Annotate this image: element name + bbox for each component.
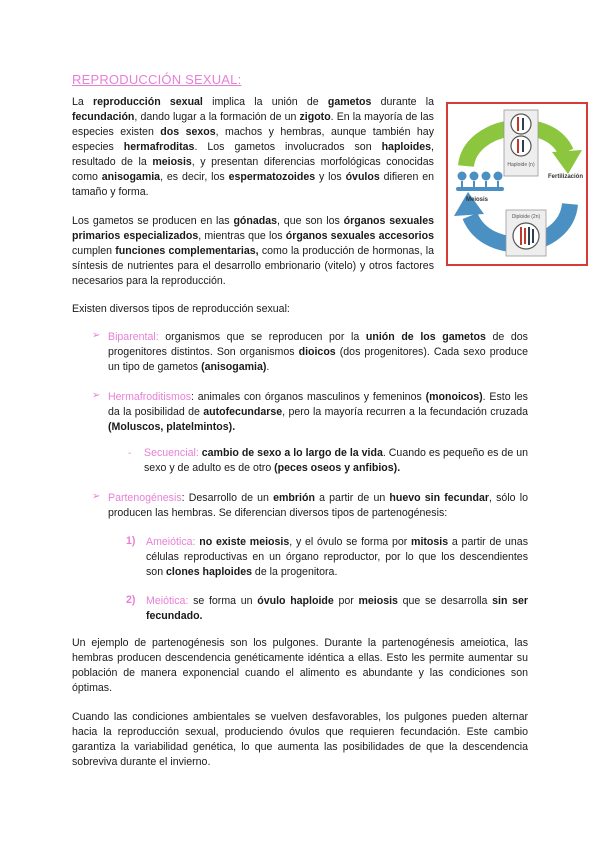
paragraph-tipos	[72, 302, 528, 317]
paragraph-condiciones	[72, 710, 528, 770]
fertilization-label: Fertilización	[548, 174, 584, 180]
paragraph-intro	[72, 95, 434, 200]
haploid-cell-1	[511, 114, 531, 134]
arrow-bullet-icon: ➢	[92, 491, 101, 502]
list-item-secuencial: Secuencial: cambio de sexo a lo largo de la vida. Cuando es pequeño es de un sexo y de adulto es de otro (peces oseos y anfibios).	[144, 447, 528, 474]
list-item-partenogenesis: Partenogénesis: Desarrollo de un embrión a partir de un huevo sin fecundar, sólo lo producen las hembras. Se diferencian diversos tipos de partenogénesis:	[108, 492, 528, 519]
life-cycle-figure	[446, 102, 588, 266]
haploid-cell-2	[511, 136, 531, 156]
meiosis-cells	[456, 172, 504, 192]
life-cycle-diagram	[448, 104, 586, 264]
list-item-meiotica: Meiótica: se forma un óvulo haploide por meiosis que se desarrolla sin ser fecundado.	[146, 595, 529, 622]
paragraph-intro-text: La reproducción sexual implica la unión de gametos durante la fecundación, dando lugar a la formación de un zigoto. En la mayoría de las especies existen dos sexos, machos y hembras, aunque también hay especies hermafroditas. Los gametos involucrados son haploides, resultado de la meiosis, y presentan diferencias morfológicas conocidas como anisogamia, es decir, los espermatozoides y los óvulos difieren en tamaño y forma.	[72, 96, 435, 198]
diploid-label: Diploide (2n)	[511, 214, 541, 220]
meiosis-label: Meiosis	[466, 197, 489, 203]
page-title: REPRODUCCIÓN SEXUAL:	[72, 72, 242, 87]
paragraph-pulgones	[72, 636, 528, 696]
paragraph-gonadas-text: Los gametos se producen en las gónadas, que son los órganos sexuales primarios especializados, mientras que los órganos sexuales accesorios cumplen funciones complementarias, como la producción de hormonas, la síntesis de nutrientes para el desarrollo embrionario (vitelo) y otros factores necesarios para la reproducción.	[72, 215, 435, 287]
arrow-bullet-icon: ➢	[92, 330, 101, 341]
green-arrow-head	[552, 150, 582, 174]
paragraph-condiciones-text: Cuando las condiciones ambientales se vuelven desfavorables, los pulgones pueden alternar hacia la reproducción sexual, produciendo óvulos que requieren fecundación. Este cambio garantiza la variabilidad genética, lo que aumenta las posibilidades de que la descendencia sobreviva durante el invierno.	[72, 711, 528, 768]
arrow-bullet-icon: ➢	[92, 390, 101, 401]
dash-bullet-icon: -	[128, 448, 132, 459]
paragraph-tipos-text: Existen diversos tipos de reproducción sexual:	[72, 303, 290, 315]
haploid-label: Haploide (n)	[507, 162, 535, 168]
list-item-biparental: Biparental: organismos que se reproducen por la unión de los gametos de dos progenitores distintos. Son organismos dioicos (dos progenitores). Cada sexo produce un tipo de gametos (anisogamia).	[108, 331, 528, 373]
list-item-hermafroditismo: Hermafroditismos: animales con órganos masculinos y femeninos (monoicos). Esto les da la posibilidad de autofecundarse, pero la mayoría recurren a la fecundación cruzada (Moluscos, platelmintos).	[108, 391, 528, 433]
blue-arrow-head	[454, 192, 484, 216]
list-item-ameiotica: Ameiótica: no existe meiosis, y el óvulo se forma por mitosis a partir de unas células reproductivas en un órgano reproductor, por lo que los descendientes son clones haploides de la progenitora.	[146, 536, 528, 578]
number-1-marker: 1)	[126, 535, 136, 547]
paragraph-gonadas	[72, 214, 434, 289]
paragraph-pulgones-text: Un ejemplo de partenogénesis son los pulgones. Durante la partenogénesis ameiotica, las hembras producen descendencia genéticamente idéntica a ellas. Esto les permite aumentar su población de manera exponencial cuando el alimento es abundante y las condiciones son óptimas.	[72, 637, 528, 694]
number-2-marker: 2)	[126, 594, 136, 606]
